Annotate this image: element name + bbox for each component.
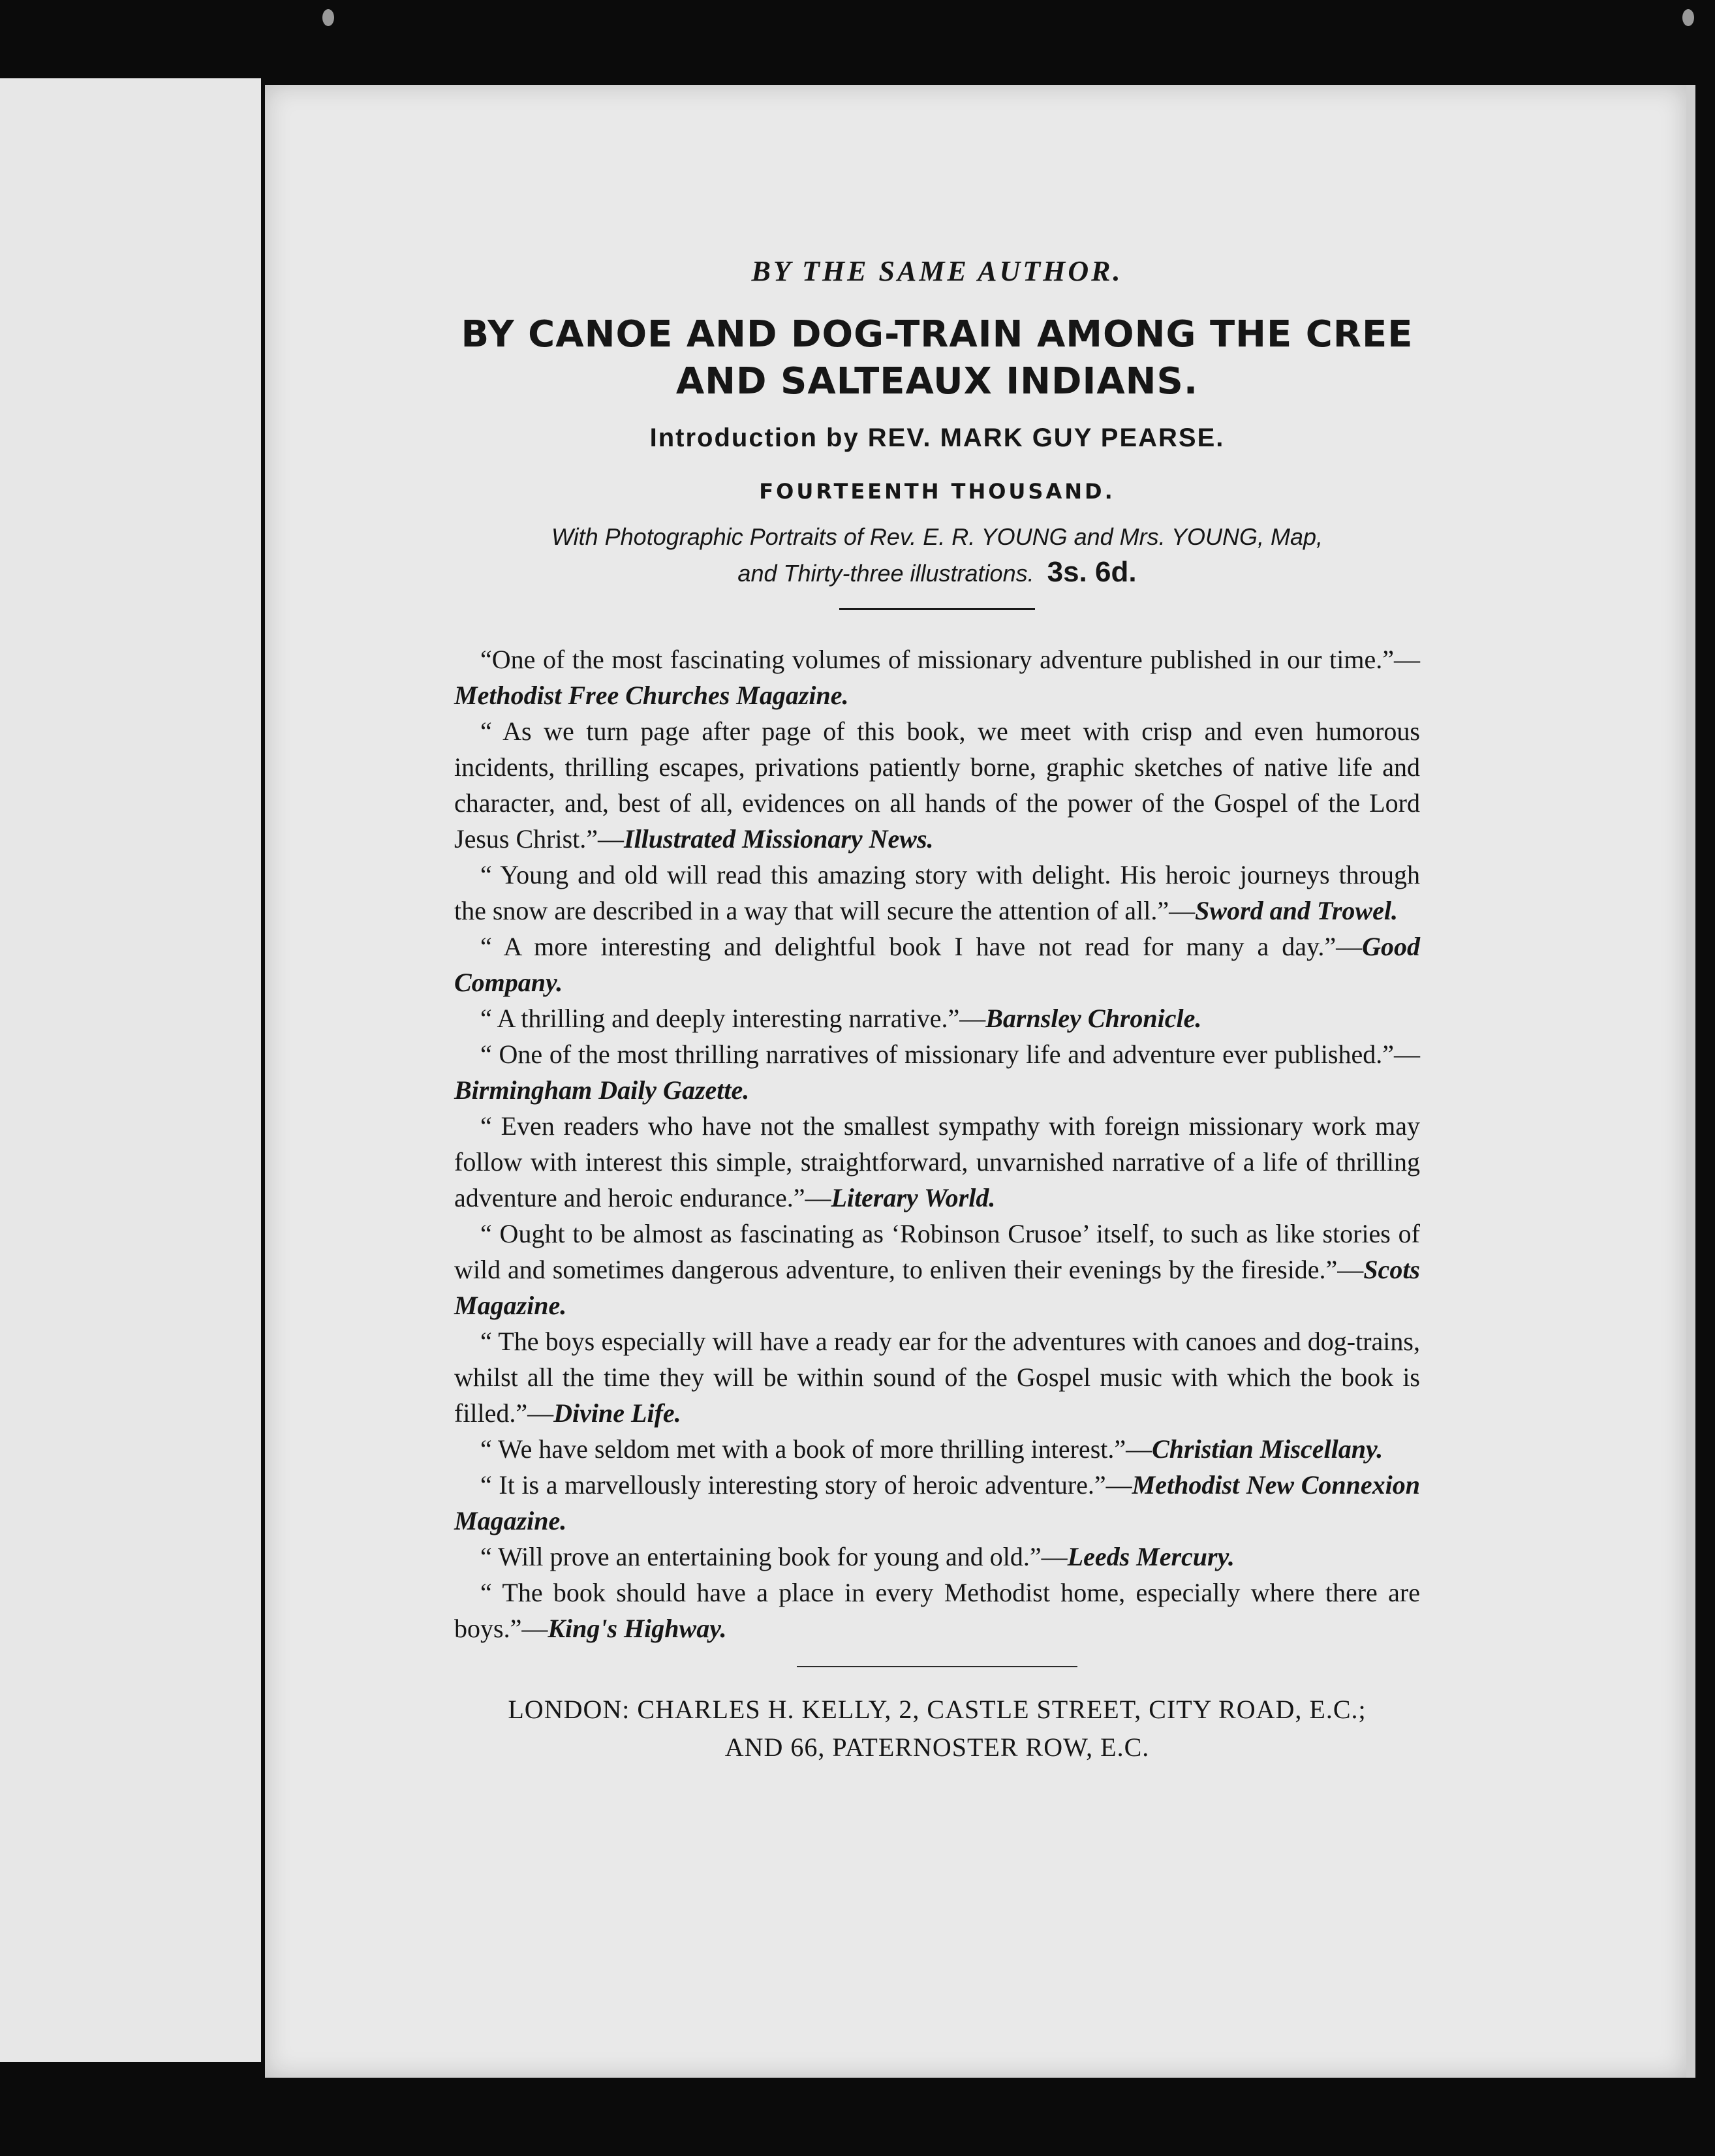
review-source: Birmingham Daily Gazette. [454, 1075, 750, 1105]
book-title [454, 311, 1420, 405]
imprint-line: AND 66, PATERNOSTER ROW, E.C. [724, 1732, 1150, 1762]
press-reviews [454, 641, 1420, 1646]
review-quote: “ The boys especially will have a ready ear for the adventures with canoes and dog-trains, whilst all the time they will be within sound of the Gospel music with which the book is filled.”— [454, 1327, 1420, 1428]
review-quote: “ A thrilling and deeply interesting narrative.”— [480, 1004, 986, 1033]
book-title-line: BY CANOE AND DOG-TRAIN AMONG THE CREE [461, 313, 1414, 356]
price: 3s. 6d. [1047, 556, 1137, 588]
review-quote: “ As we turn page after page of this book, we meet with crisp and even humorous incidents, thrilling escapes, privations patiently borne, graphic sketches of native life and character, and, best of all, evidences on all hands of the power of the Gospel of the Lord Jesus Christ.”— [454, 716, 1420, 854]
review-item [454, 1108, 1420, 1216]
scan-mark [322, 9, 334, 26]
review-quote: “ A more interesting and delightful book I have not read for many a day.”— [480, 932, 1363, 961]
review-source: Divine Life. [553, 1398, 681, 1428]
review-item [454, 1575, 1420, 1646]
review-quote: “ The book should have a place in every Methodist home, especially where there are boys.”— [454, 1578, 1420, 1643]
imprint-line: LONDON: CHARLES H. KELLY, 2, CASTLE STREET, CITY ROAD, E.C.; [508, 1695, 1367, 1724]
review-source: Literary World. [831, 1183, 996, 1212]
scan-mark [1682, 9, 1694, 26]
advertisement-content [454, 254, 1420, 1766]
review-quote: “ Will prove an entertaining book for young and old.”— [480, 1542, 1068, 1571]
illustrations-line: With Photographic Portraits of Rev. E. R. YOUNG and Mrs. YOUNG, Map, [551, 523, 1323, 550]
divider-rule [839, 608, 1035, 610]
book-page [265, 85, 1686, 2078]
review-source: Barnsley Chronicle. [985, 1004, 1202, 1033]
review-source: Leeds Mercury. [1067, 1542, 1235, 1571]
review-quote: “ One of the most thrilling narratives of missionary life and adventure ever published.”— [480, 1040, 1420, 1069]
review-source: King's Highway. [548, 1614, 727, 1643]
review-quote: “ We have seldom met with a book of more thrilling interest.”— [480, 1434, 1152, 1464]
review-quote: “One of the most fascinating volumes of missionary adventure published in our time.”— [480, 645, 1420, 674]
illustrations-note [454, 519, 1420, 591]
review-source: Scots Magazine. [454, 1255, 1420, 1320]
publisher-imprint [454, 1691, 1420, 1766]
introduction-credit: Introduction by REV. MARK GUY PEARSE. [649, 424, 1225, 452]
review-item [454, 1000, 1420, 1036]
book-title-line: AND SALTEAUX INDIANS. [675, 360, 1199, 403]
review-quote: “ Ought to be almost as fascinating as ‘Robinson Crusoe’ itself, to such as like stories of wild and sometimes dangerous adventure, to enliven their evenings by the fireside.”— [454, 1219, 1420, 1284]
review-item [454, 1539, 1420, 1575]
review-item [454, 1431, 1420, 1467]
divider-rule [797, 1666, 1077, 1667]
review-quote: “ It is a marvellously interesting story of heroic adventure.”— [480, 1470, 1132, 1500]
review-quote: “ Young and old will read this amazing story with delight. His heroic journeys through the snow are described in a way that will secure the attention of all.”— [454, 860, 1420, 925]
review-source: Christian Miscellany. [1152, 1434, 1383, 1464]
page-edge [1686, 85, 1695, 2078]
review-item [454, 1036, 1420, 1108]
review-source: Sword and Trowel. [1195, 896, 1398, 925]
review-item [454, 1467, 1420, 1539]
edition-note: FOURTEENTH THOUSAND. [759, 479, 1115, 504]
illustrations-text: and Thirty-three illustrations. [737, 560, 1034, 587]
review-item [454, 929, 1420, 1000]
review-item [454, 713, 1420, 857]
review-item [454, 641, 1420, 713]
review-item [454, 1216, 1420, 1323]
facing-page-edge [0, 78, 261, 2062]
review-item [454, 1323, 1420, 1431]
same-author-heading: BY THE SAME AUTHOR. [751, 255, 1123, 287]
review-source: Illustrated Missionary News. [624, 824, 934, 854]
review-quote: “ Even readers who have not the smallest sympathy with foreign missionary work may follow with interest this simple, straightforward, unvarnished narrative of a life of thrilling adventure and heroic endurance.”— [454, 1111, 1420, 1212]
illustrations-line [454, 555, 1420, 591]
review-source: Good Company. [454, 932, 1420, 997]
review-source: Methodist New Connexion Magazine. [454, 1470, 1421, 1535]
review-source: Methodist Free Churches Magazine. [454, 681, 849, 710]
review-item [454, 857, 1420, 929]
